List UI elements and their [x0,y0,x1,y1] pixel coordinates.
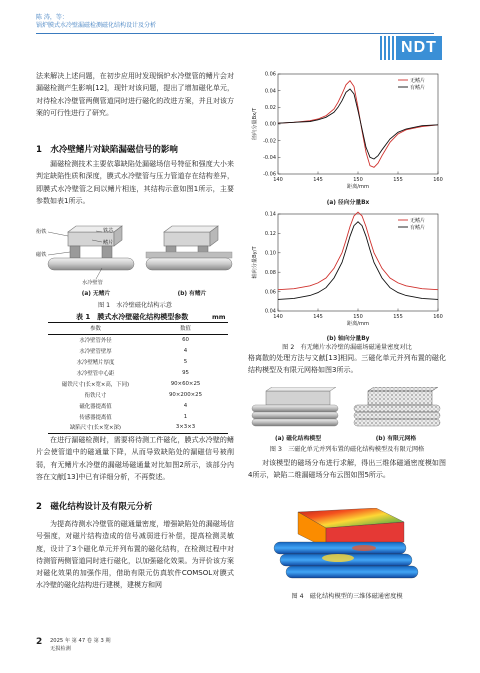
x-tick-label: 160 [433,177,443,183]
table-cell: 缺陷尺寸(长×宽×深) [48,422,143,433]
table-cell: 磁化器提离值 [79,403,112,410]
label-core: 铁芯 [103,228,114,234]
y-tick-label: 0.02 [264,105,276,112]
section-1-paragraph: 漏磁检测技术主要依靠缺陷处漏磁场信号特征和强度大小来判定缺陷性质和深度，膜式水冷壁管与压力管道存在结构差异，即膜式水冷壁管之间以鳍片相连，其结构示意如图1所示，主要参数如表1所示。 [36,160,234,205]
table-cell: 水冷壁鳍片厚度 [76,360,115,367]
figure-2a-caption: (a) 径向分量Bx [326,200,370,206]
page-number: 2 [36,637,43,647]
y-tick-label: 0.14 [264,211,276,218]
y-tick-label: 0.06 [264,71,276,78]
table-header-value: 数值 [143,323,228,335]
x-tick-label: 160 [433,314,443,320]
x-tick-label: 155 [393,314,403,320]
figure-2b-caption: (b) 轴向分量By [326,336,370,342]
table-row [48,357,228,368]
table-cell: 4 [183,402,188,409]
figure-1a-model [48,226,134,270]
table-cell: 5 [183,359,188,366]
y-tick-label: 0.00 [264,121,276,128]
legend-label: 有鳍片 [410,84,426,91]
figure-3a-model [252,387,338,426]
right-paragraph-1: 格离散的处理方法与文献[13]相同。三磁化单元并列布置的磁化结构模型及有限元网格如图3所示。 [248,354,446,375]
figure-4-caption: 图 4 磁化结构模型的三维体磁通密度模 [291,593,403,600]
y-axis-label: 轴向分量By/T [252,246,258,279]
table-row [48,422,228,433]
label-yoke: 衔铁 [36,229,47,235]
table-cell: 衔铁尺寸 [84,392,107,399]
section-1-paragraph-2: 在进行漏磁检测时，需要将待测工件磁化，膜式水冷壁的鳍片会使管道中的磁通量下降，从而导致缺陷处的漏磁信号被削弱，有无鳍片水冷壁的漏磁场磁通量对比如图2所示，该部分内容在文献[13]中已有详细分析，不再赘述。 [36,436,234,481]
x-tick-label: 140 [273,314,283,320]
table-cell: 4 [183,348,188,355]
y-tick-label: -0.02 [263,138,276,145]
figure-1-diagram [36,222,234,292]
y-tick-label: 0.08 [264,269,276,276]
table-cell: 1 [183,413,188,420]
table-cell: 水冷壁管中心距 [76,371,115,377]
table-row [48,334,228,345]
figure-2b-chart [248,208,446,333]
figure-1-caption: 图 1 水冷壁磁化结构示意 [98,302,172,309]
y-tick-label: -0.04 [263,155,276,162]
section-1-heading: 1 水冷壁鳍片对缺陷漏磁信号的影响 [36,145,178,155]
table-cell: 3×3×3 [143,422,228,433]
legend-label: 有鳍片 [410,224,426,231]
running-header-title: 锅炉膜式水冷壁漏磁检测磁化结构设计及分析 [36,22,157,29]
table-cell: 磁铁尺寸(长×宽×高，下同) [61,381,130,388]
table-header-param: 参数 [48,323,143,335]
table-cell: 传感器提离值 [79,414,112,421]
figure-4-flux-density [268,508,428,586]
table-row [48,368,228,379]
table-cell: 90×200×25 [168,391,203,398]
logo-stripes [380,36,394,60]
y-tick-label: 0.10 [264,250,276,257]
x-axis-label: 距离/mm [346,321,370,327]
x-tick-label: 140 [273,177,283,183]
parameter-table [48,322,228,434]
figure-1b-model [146,226,232,270]
table-row [48,378,228,389]
table-cell: 90×60×25 [170,380,201,387]
table-row [48,411,228,422]
y-tick-label: -0.06 [263,171,276,178]
table-cell: 95 [182,370,189,376]
figure-3-models [248,387,446,429]
y-tick-label: 0.12 [264,231,276,238]
table-cell: 水冷壁管壁厚 [79,349,112,356]
x-tick-label: 145 [313,177,323,183]
x-tick-label: 150 [353,314,363,320]
table-1-unit: mm [212,313,226,321]
y-axis-label: 径向分量Bx/T [252,107,258,141]
table-1-title: 表 1 膜式水冷壁磁化结构模型参数 [76,313,189,321]
y-tick-label: 0.06 [264,289,276,296]
footer-issue: 2025 年 第 47 卷 第 3 期 [50,638,111,644]
figure-3-caption: 图 3 三磁化单元并列布置的磁化结构模型及有限元网格 [269,446,425,453]
figure-2-caption: 图 2 有无鳍片水冷壁的漏磁场磁通量密度对比 [282,344,412,351]
table-row [48,400,228,411]
section-2-heading: 2 磁化结构设计及有限元分析 [36,502,153,512]
y-tick-label: 0.04 [264,308,276,315]
figure-3b-mesh [354,387,440,426]
footer-journal: 无损检测 [50,646,71,652]
legend-label: 无鳍片 [410,77,426,84]
series-line-with-fin [278,222,438,300]
legend-label: 无鳍片 [410,217,426,224]
running-header-authors: 陈 涛，等： [36,14,68,21]
table-cell: 60 [182,337,189,344]
figure-3b-caption: (b) 有限元网格 [375,436,417,442]
label-fin: 鳍片 [103,240,114,246]
figure-1a-caption: (a) 无鳍片 [81,291,111,297]
x-axis-label: 距离/mm [346,184,370,190]
table-row [48,389,228,400]
figure-3a-caption: (a) 磁化结构模型 [274,436,321,442]
y-tick-label: 0.04 [264,88,276,95]
x-tick-label: 155 [393,177,403,183]
figure-2a-chart [248,68,446,196]
table-row [48,346,228,357]
table-cell: 水冷壁管外径 [79,338,112,345]
label-magnet: 磁铁 [36,252,47,258]
x-tick-label: 145 [313,314,323,320]
label-tube: 水冷壁管 [82,280,103,286]
journal-logo: NDT [396,36,442,60]
series-line-with-fin [278,89,438,159]
intro-paragraph: 法来解决上述问题，在初步应用时发现锅炉水冷壁管的鳍片会对漏磁检测产生影响[12]，现针对该问题，提出了增加磁化单元，对待检水冷壁管两侧管道同时进行磁化的改进方案，并且对该方案的可行性进行了研究。 [36,72,234,117]
header-rule [36,33,434,34]
right-paragraph-2: 对该模型的磁场分布进行求解，得出三维体磁通密度模如图4所示，缺陷二维漏磁场分布云图如图5所示。 [248,459,446,480]
x-tick-label: 150 [353,177,363,183]
series-line-no-fin [278,81,438,168]
figure-1b-caption: (b) 有鳍片 [177,291,207,297]
section-2-paragraph: 为提高待测水冷壁管的磁通量密度，增强缺陷处的漏磁场信号强度，对磁片结构造成的信号减弱进行补偿，提高检测灵敏度，设计了3个磁化单元并列布置的磁化结构，在检测过程中对待测管两侧管道同时进行磁化，以加强磁化效果。为评价该方案对磁化效果的加强作用，借助有限元仿真软件COMSOL对膜式水冷壁的磁化结构进行建模，建模方和网 [36,520,234,590]
